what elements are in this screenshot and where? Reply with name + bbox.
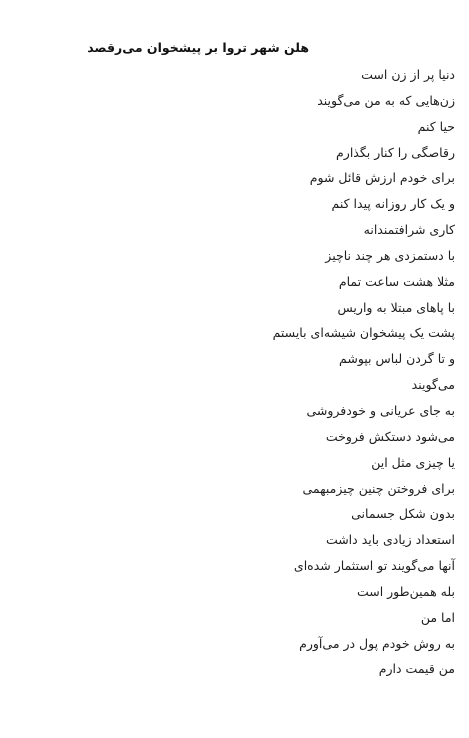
poem-line: و تا گردن لباس بپوشم [339, 351, 455, 367]
poem-line: رقاصگی را کنار بگذارم [336, 144, 455, 160]
poem-line: با دستمزدی هر چند ناچیز [325, 247, 455, 263]
poem-line: می‌گویند [411, 377, 455, 393]
poem-line: دنیا پر از زن است [361, 67, 455, 82]
poem-title: هلن شهر تروا بر پیشخوان می‌رقصد [87, 40, 309, 55]
poem-line: اما من [420, 609, 455, 625]
poem-line: بدون شکل جسمانی [351, 506, 455, 522]
poem-line: حیا کنم [417, 118, 455, 134]
poem-line: و یک کار روزانه پیدا کنم [331, 196, 455, 212]
poem-line: من قیمت دارم [378, 661, 455, 677]
poem-line: به جای عریانی و خودفروشی [306, 402, 455, 418]
poem-line: یا چیزی مثل این [371, 454, 455, 470]
poem-line: مثلا هشت ساعت تمام [338, 273, 455, 289]
poem-line: پشت یک پیشخوان شیشه‌ای بایستم [272, 325, 455, 341]
poem-line: کاری شرافتمندانه [363, 222, 455, 238]
poem-line: می‌شود دستکش فروخت [325, 428, 455, 444]
poem-line: آنها می‌گویند تو استثمار شده‌ای [293, 558, 455, 574]
poem-line: بله همین‌طور است [356, 583, 455, 599]
poem-body [155, 62, 455, 682]
poem-line: برای خودم ارزش قائل شوم [309, 170, 455, 186]
poem-line: استعداد زیادی باید داشت [325, 532, 455, 548]
poem-line: با پاهای مبتلا به واریس [337, 299, 455, 315]
poem-line: به روش خودم پول در می‌آورم [299, 635, 455, 651]
poem-line: زن‌هایی که به من می‌گویند [317, 92, 455, 108]
poem-line: برای فروختن چنین چیزمبهمی [302, 480, 455, 496]
